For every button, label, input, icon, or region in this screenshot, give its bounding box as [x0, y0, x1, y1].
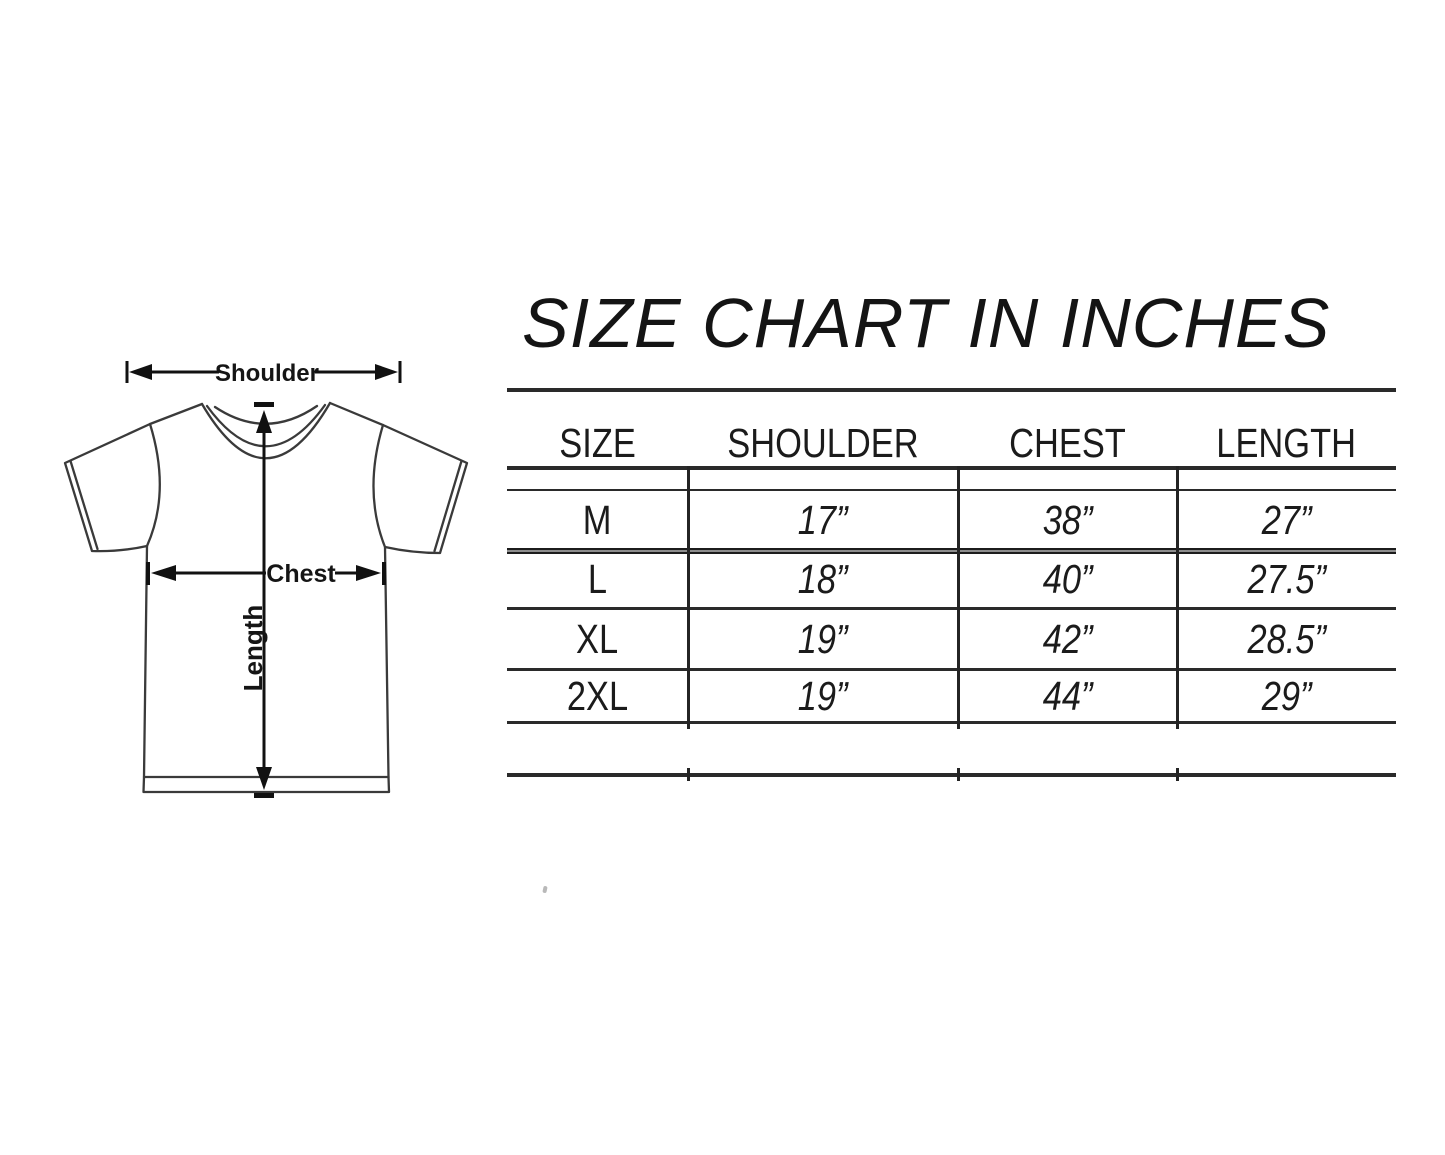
row-size: M: [583, 497, 612, 543]
row-shoulder: 19”: [798, 672, 848, 719]
table-rule-top: [507, 388, 1396, 392]
left-cuff-seam: [71, 461, 98, 549]
length-label: Length: [238, 604, 268, 692]
row-size: XL: [576, 615, 619, 662]
footer-tick-2: [957, 768, 960, 781]
row-length: 28.5”: [1247, 615, 1326, 662]
row-length: 27”: [1261, 497, 1312, 543]
table-row: [507, 671, 1396, 721]
header-length: LENGTH: [1216, 419, 1357, 466]
page-title: SIZE CHART IN INCHES: [522, 284, 1331, 362]
header-chest: CHEST: [1009, 419, 1126, 466]
row-chest: 40”: [1042, 555, 1093, 602]
shoulder-dimension-arrow: [127, 360, 400, 387]
row-shoulder: 17”: [798, 497, 848, 543]
row-size: 2XL: [566, 672, 629, 719]
footer-tick-1: [687, 768, 690, 781]
tshirt-outline: [65, 403, 467, 792]
scan-artifact-speck: [542, 886, 547, 894]
chest-label: Chest: [266, 560, 336, 588]
table-rule-footer: [507, 773, 1396, 777]
shoulder-label: Shoulder: [214, 360, 320, 387]
table-header-row: [507, 420, 1396, 466]
row-size: L: [587, 555, 608, 602]
header-shoulder: SHOULDER: [727, 419, 919, 466]
row-chest: 44”: [1042, 672, 1093, 719]
length-dimension-arrow: [238, 402, 274, 798]
left-armhole-seam: [147, 424, 160, 546]
tshirt-measurement-diagram: [30, 350, 490, 810]
table-row: [507, 492, 1396, 549]
row-shoulder: 19”: [798, 615, 848, 662]
row-chest: 42”: [1042, 615, 1093, 662]
right-armhole-seam: [373, 425, 385, 547]
table-row: [507, 551, 1396, 607]
tshirt-body-silhouette: [65, 403, 467, 792]
footer-tick-3: [1176, 768, 1179, 781]
row-length: 29”: [1261, 672, 1312, 719]
row-chest: 38”: [1042, 497, 1093, 543]
row-length: 27.5”: [1247, 555, 1326, 602]
table-row: [507, 610, 1396, 668]
chest-dimension-arrow: [148, 560, 384, 588]
row-shoulder: 18”: [798, 555, 848, 602]
right-cuff-seam: [435, 461, 462, 551]
table-rule-below-2xl: [507, 721, 1396, 724]
table-rule-subheader: [507, 489, 1396, 491]
table-rule-header-bottom: [507, 466, 1396, 470]
header-size: SIZE: [559, 419, 636, 466]
